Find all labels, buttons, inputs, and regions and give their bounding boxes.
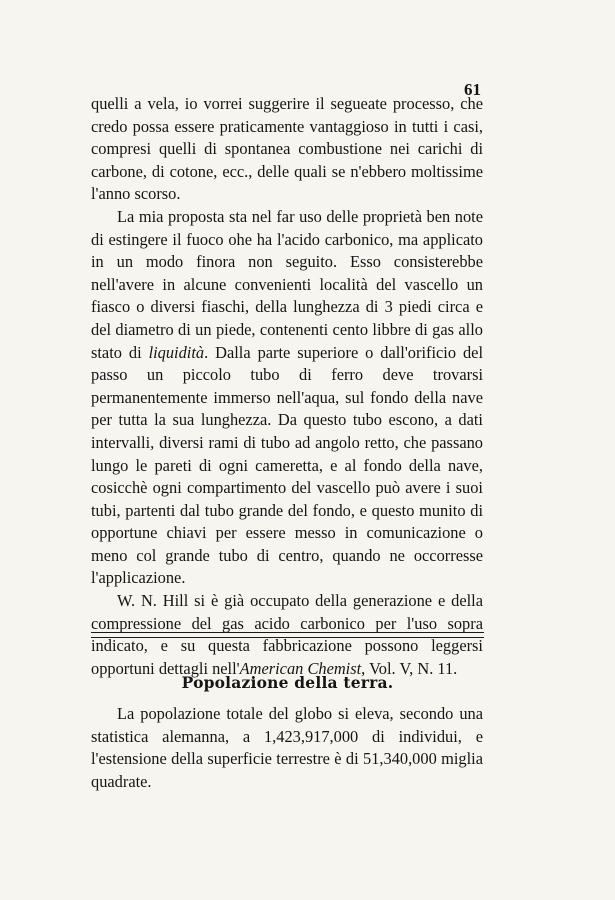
population-paragraph: La popolazione totale del globo si eleva, secondo una statistica alemanna, a 1,423,917,000 di individui, e l'estensione della superficie terrestre è di 51,340,000 miglia quadrate. [91, 704, 483, 791]
paragraph-2 [91, 206, 483, 590]
paragraph-3-text-a: W. N. Hill si è già occupato della generazione e della compressione del gas acido carbonico per l'uso sopra indicato, e su questa fabbricazione possono leggersi opportuni dettagli nell' [91, 591, 483, 678]
section-divider-bottom [91, 637, 484, 638]
page-number: 61 [464, 80, 481, 99]
paragraph-3-text-b: , Vol. V, N. 11. [361, 658, 458, 678]
article-world-population [91, 703, 483, 793]
journal-title: American Chemist [239, 658, 362, 678]
paragraph-1: quelli a vela, io vorrei suggerire il segueate processo, che credo possa essere praticamente vantaggioso in tutti i casi, compresi quelli di spontanea combustione nei carichi di carbone, di cotone, ecc., delle quali se n'ebbero moltissime l'anno scorso. [91, 94, 483, 204]
paragraph-2-text-a: La mia proposta sta nel far uso delle proprietà ben note di estingere il fuoco ohe ha l'acido carbonico, ma applicato in un modo finora non seguito. Esso consisterebbe nell'avere in alcune convenienti località del vascello un fiasco o diversi fiaschi, della lunghezza di 3 piedi circa e del diametro di un piede, contenenti cento libbre di gas allo stato di [91, 206, 483, 362]
section-divider-top [91, 632, 484, 633]
paragraph-2-italic-term: liquidità [148, 342, 205, 362]
section-heading: Popolazione della terra. [181, 673, 394, 692]
paragraph-3 [91, 590, 483, 680]
article-carbonic-acid [91, 93, 483, 680]
paragraph-2-text-b: . Dalla parte superiore o dall'orificio del passo un piccolo tubo di ferro deve trovarsi permanentemente immerso nell'aqua, sul fondo della nave per tutta la sua lunghezza. Da questo tubo escono, a dati intervalli, diversi rami di tubo ad angolo retto, che passano lungo le pareti di ogni cameretta, e al fondo della nave, cosicchè ogni compartimento del vascello può avere i suoi tubi, partenti dal tubo grande del fondo, e questo munito di opportune chiavi per essere messo in comunicazione o meno col grande tubo di centro, quando ne occorresse l'applicazione. [91, 342, 483, 588]
